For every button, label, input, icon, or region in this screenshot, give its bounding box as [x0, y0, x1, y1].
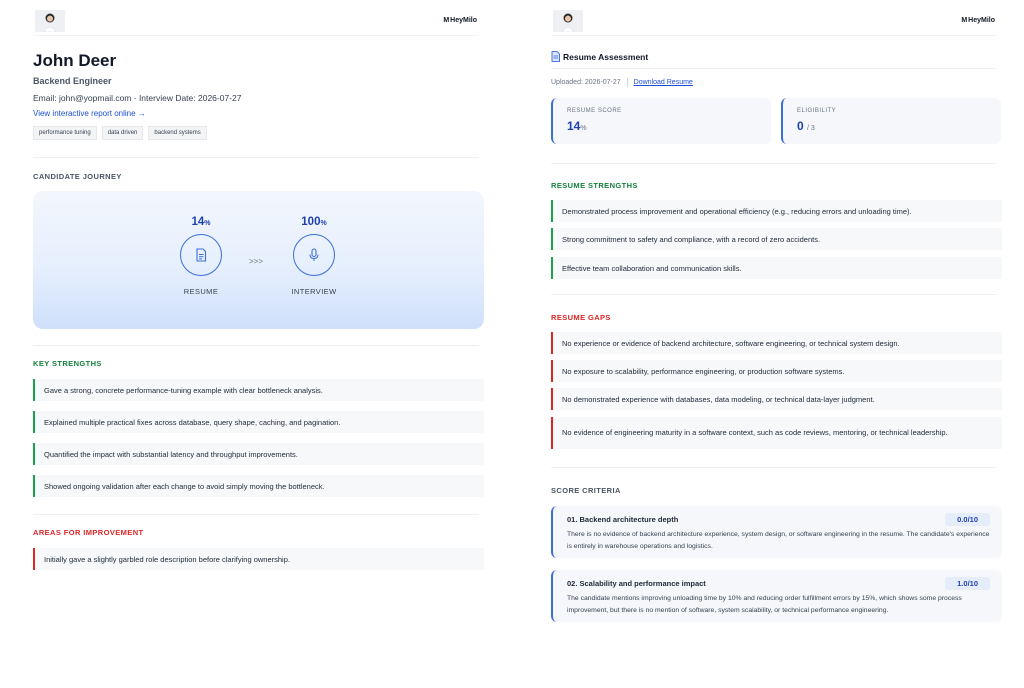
- key-strength-item: Gave a strong, concrete performance-tuning example with clear bottleneck analysis.: [33, 379, 484, 401]
- interview-report-page: [15, 0, 497, 688]
- key-strength-item: Explained multiple practical fixes across database, query shape, caching, and pagination.: [33, 411, 484, 433]
- eligibility-card: [781, 98, 1001, 144]
- journey-title: CANDIDATE JOURNEY: [33, 172, 122, 181]
- resume-score-label: RESUME SCORE: [567, 108, 622, 114]
- resume-assessment-title: Resume Assessment: [551, 51, 648, 62]
- brand-logo: [443, 17, 477, 24]
- resume-assessment-page: [533, 0, 1015, 688]
- key-strength-item: Showed ongoing validation after each change to avoid simply moving the bottleneck.: [33, 475, 484, 497]
- criteria-card: [551, 506, 1002, 558]
- brand-name: HeyMilo: [968, 17, 995, 24]
- eligibility-value: 0 / 3: [797, 119, 815, 133]
- divider: [33, 345, 479, 346]
- candidate-name: John Deer: [33, 51, 117, 70]
- divider: [33, 514, 479, 515]
- criteria-score-badge: 1.0/10: [945, 577, 990, 590]
- resume-strength-item: Effective team collaboration and communication skills.: [551, 257, 1002, 279]
- journey-stage-interview: [274, 216, 354, 296]
- resume-score-card: [551, 98, 771, 144]
- candidate-role: Backend Engineer: [33, 76, 112, 86]
- score-criteria-title: SCORE CRITERIA: [551, 486, 621, 495]
- resume-gap-item: No exposure to scalability, performance engineering, or production software systems.: [551, 360, 1002, 382]
- resume-stage-label: RESUME: [183, 287, 219, 296]
- resume-strength-item: Demonstrated process improvement and operational efficiency (e.g., reducing errors and unloading time).: [551, 200, 1002, 222]
- key-strength-item: Quantified the impact with substantial latency and throughput improvements.: [33, 443, 484, 465]
- avatar: [553, 10, 583, 32]
- divider: [551, 467, 997, 468]
- journey-arrows: >>>: [249, 257, 264, 266]
- criteria-description: The candidate mentions improving unloading time by 10% and reducing order fulfillment errors by 15%, which shows some process improvement, but there is no mention of software, system scalability, or technical performance engineering.: [567, 595, 962, 614]
- resume-gap-item: No evidence of engineering maturity in a software context, such as code reviews, mentoring, or technical leadership.: [551, 417, 1002, 449]
- interview-stage-label: INTERVIEW: [291, 287, 337, 296]
- resume-gaps-title: RESUME GAPS: [551, 313, 611, 322]
- skill-tag: data driven: [102, 126, 144, 140]
- microphone-icon: [293, 234, 335, 276]
- skill-tag: backend systems: [148, 126, 206, 140]
- brand-mark-icon: M: [961, 17, 967, 24]
- resume-gap-item: No experience or evidence of backend architecture, software engineering, or technical system design.: [551, 332, 1002, 354]
- eligibility-label: ELIGIBILITY: [797, 108, 837, 114]
- download-resume-link[interactable]: Download Resume: [633, 79, 693, 86]
- key-strengths-title: KEY STRENGTHS: [33, 359, 102, 368]
- uploaded-date: Uploaded: 2026-07-27: [551, 79, 621, 86]
- resume-score-value: 14%: [567, 119, 587, 133]
- divider: [551, 68, 997, 69]
- divider: [33, 157, 479, 158]
- avatar: [35, 10, 65, 32]
- improvement-item: Initially gave a slightly garbled role description before clarifying ownership.: [33, 548, 484, 570]
- criteria-card: [551, 570, 1002, 622]
- document-icon: [551, 51, 560, 62]
- upload-info: [551, 78, 693, 87]
- candidate-journey-card: [33, 191, 484, 329]
- improvement-title: AREAS FOR IMPROVEMENT: [33, 528, 144, 537]
- candidate-meta: Email: john@yopmail.com · Interview Date: 2026-07-27: [33, 93, 242, 103]
- divider: [551, 163, 997, 164]
- page-header: [551, 8, 997, 36]
- resume-percentage: 14%: [191, 216, 211, 228]
- skill-tag: performance tuning: [33, 126, 97, 140]
- criteria-score-badge: 0.0/10: [945, 513, 990, 526]
- brand-mark-icon: M: [443, 17, 449, 24]
- document-icon: [180, 234, 222, 276]
- divider: [551, 294, 997, 295]
- separator: [627, 78, 628, 87]
- resume-strength-item: Strong commitment to safety and compliance, with a record of zero accidents.: [551, 228, 1002, 250]
- interview-percentage: 100%: [301, 216, 327, 228]
- journey-stage-resume: [161, 216, 241, 296]
- page-header: [33, 8, 479, 36]
- criteria-title: 02. Scalability and performance impact: [567, 579, 706, 588]
- criteria-title: 01. Backend architecture depth: [567, 515, 679, 524]
- resume-strengths-title: RESUME STRENGTHS: [551, 181, 638, 190]
- brand-logo: [961, 17, 995, 24]
- interactive-report-link[interactable]: View interactive report online →: [33, 109, 146, 118]
- brand-name: HeyMilo: [450, 17, 477, 24]
- resume-gap-item: No demonstrated experience with databases, data modeling, or technical data-layer judgment.: [551, 388, 1002, 410]
- criteria-description: There is no evidence of backend architecture experience, system design, or software engineering in the resume. The candidate's experience is entirely in warehouse operations and logistics.: [567, 531, 990, 550]
- skill-tags: [33, 126, 207, 140]
